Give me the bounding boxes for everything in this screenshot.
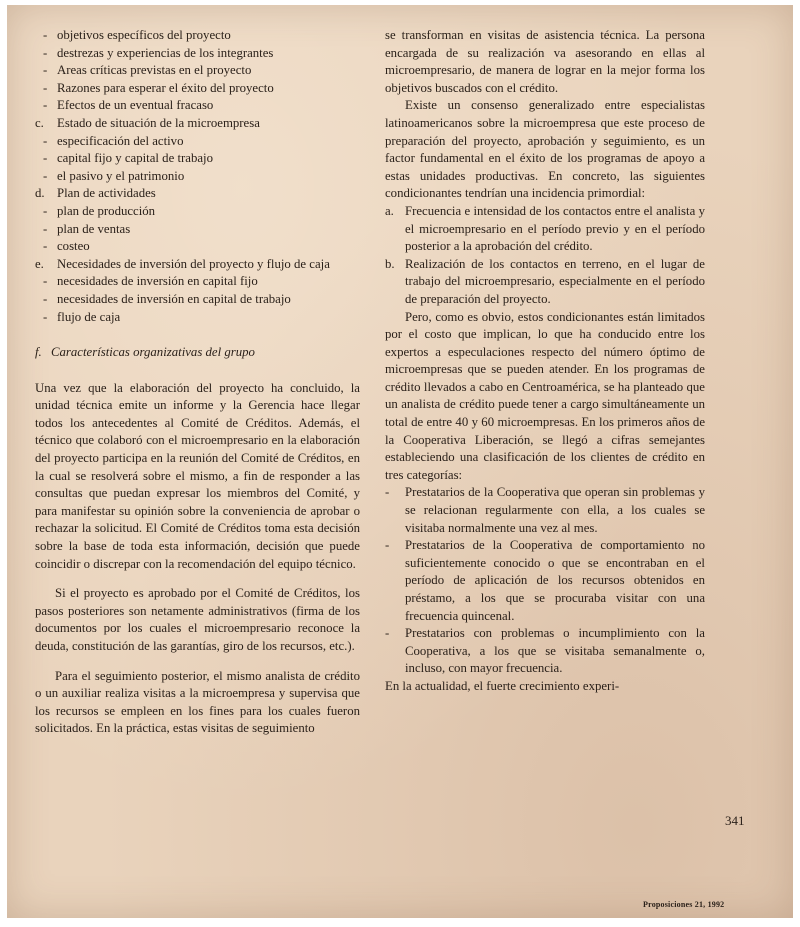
- list-item: - el pasivo y el patrimonio: [35, 168, 360, 186]
- section-title: Estado de situación de la microempresa: [57, 115, 260, 130]
- body-paragraph: Pero, como es obvio, estos condicionantes están limitados por el costo que implican, lo que ha conducido entre los expertos a especulaciones respecto del número óptimo de microempresas que se pueden atender. En los programas de crédito llevados a cabo en Centroamérica, se ha planteado que un analista de crédito puede tener a cargo simultáneamente un total de entre 40 y 60 microempresas. En los primeros años de la Cooperativa Liberación, se llegó a cifras semejantes estableciendo una clasificación de los clientes de crédito en tres categorías:: [385, 309, 705, 482]
- list-item-text: Realización de los contactos en terreno, en el lugar de trabajo del microempresario, especialmente en el período de preparación del proyecto.: [405, 256, 705, 306]
- list-item: [385, 203, 705, 256]
- section-title: Necesidades de inversión del proyecto y flujo de caja: [57, 256, 330, 271]
- list-item: [385, 625, 705, 678]
- section-e: [35, 256, 360, 274]
- body-paragraph: En la actualidad, el fuerte crecimiento experi-: [385, 678, 620, 693]
- body-paragraph: Para el seguimiento posterior, el mismo analista de crédito o un auxiliar realiza visitas a la microempresa y supervisa que los recursos se empleen en los fines para los cuales fueron solicitados. En la práctica, estas visitas de seguimiento: [35, 668, 360, 736]
- section-marker: c.: [35, 115, 44, 130]
- body-paragraph: se transforman en visitas de asistencia técnica. La persona encargada de su realización va asesorando en ellas al microempresario, de manera de lograr en la mejor forma los objetivos buscados con el crédito.: [385, 28, 705, 95]
- body-paragraph: Existe un consenso generalizado entre especialistas latinoamericanos sobre la microempresa que este proceso de preparación del proyecto, aprobación y seguimiento, es un factor fundamental en el éxito de los programas de apoyo a estas unidades productivas. En concreto, las siguientes condicionantes tendrían una incidencia primordial:: [385, 98, 705, 201]
- section-title: Plan de actividades: [57, 186, 156, 201]
- list-item: [385, 256, 705, 309]
- book-page: [7, 5, 793, 918]
- section-b-list: [35, 27, 360, 115]
- list-item: - especificación del activo: [35, 133, 360, 151]
- section-marker: f.: [35, 345, 42, 360]
- section-c: [35, 115, 360, 133]
- body-paragraph: Si el proyecto es aprobado por el Comité de Créditos, los pasos posteriores son netamente administrativos (firma de los documentos por los cuales el microempresario reconoce la deuda, constitución de las garantías, giro de los recursos, etc.).: [35, 586, 360, 653]
- list-marker: -: [385, 485, 390, 500]
- list-item: - plan de ventas: [35, 221, 360, 239]
- section-marker: d.: [35, 186, 45, 201]
- list-item: - Areas críticas previstas en el proyecto: [35, 62, 360, 80]
- section-d: [35, 185, 360, 203]
- body-paragraph: Una vez que la elaboración del proyecto ha concluido, la unidad técnica emite un informe y la Gerencia hace llegar todos los antecedentes al Comité de Créditos. Además, el técnico que colaboró con el microempresario en la elaboración del proyecto participa en la reunión del Comité de Créditos, en la cual se resolverá sobre el mismo, a fin de responder a las consultas que puedan expresar los miembros del Comité, y para manifestar su opinión sobre la conveniencia de aprobar o rechazar la solicitud. El Comité de Créditos toma esta decisión sobre la base de toda esta información, decisión que puede coincidir o discrepar con la recomendación del equipo técnico.: [35, 380, 360, 571]
- page-number: 341: [725, 813, 745, 828]
- list-item: [385, 484, 705, 537]
- list-marker: -: [385, 538, 390, 553]
- section-title: Características organizativas del grupo: [51, 345, 255, 360]
- list-item: - necesidades de inversión en capital de trabajo: [35, 291, 360, 309]
- list-marker: b.: [385, 256, 395, 271]
- list-item: - costeo: [35, 238, 360, 256]
- list-item: - Efectos de un eventual fracaso: [35, 97, 360, 115]
- list-item: - capital fijo y capital de trabajo: [35, 150, 360, 168]
- list-item-text: Prestatarios de la Cooperativa que operan sin problemas y se relacionan regularmente con ella, a los cuales se visitaba normalmente una vez al mes.: [405, 485, 705, 535]
- section-marker: e.: [35, 256, 44, 271]
- list-item: - flujo de caja: [35, 309, 360, 327]
- running-footer: Proposiciones 21, 1992: [643, 900, 725, 909]
- right-column: [385, 27, 705, 696]
- list-marker: a.: [385, 203, 394, 218]
- list-item-text: Frecuencia e intensidad de los contactos entre el analista y el microempresario en el período previo y en el período posterior a la aprobación del crédito.: [405, 203, 705, 254]
- section-heading-f: [35, 344, 360, 362]
- list-item: - destrezas y experiencias de los integrantes: [35, 45, 360, 63]
- list-item: [385, 537, 705, 625]
- list-item-text: Prestatarios de la Cooperativa de comportamiento no suficientemente conocido o que se encontraban en el período de aplicación de los recursos obtenidos en préstamo, a los que se procuraba visitar con una frecuencia quincenal.: [405, 538, 705, 623]
- list-item: - plan de producción: [35, 203, 360, 221]
- list-marker: -: [385, 626, 390, 641]
- list-item: - necesidades de inversión en capital fijo: [35, 273, 360, 291]
- list-item: - objetivos específicos del proyecto: [35, 27, 360, 45]
- list-item: - Razones para esperar el éxito del proyecto: [35, 80, 360, 98]
- list-item-text: Prestatarios con problemas o incumplimiento con la Cooperativa, a los que se visitaba semanalmente o, incluso, con mayor frecuencia.: [405, 626, 705, 676]
- left-column: [35, 27, 360, 738]
